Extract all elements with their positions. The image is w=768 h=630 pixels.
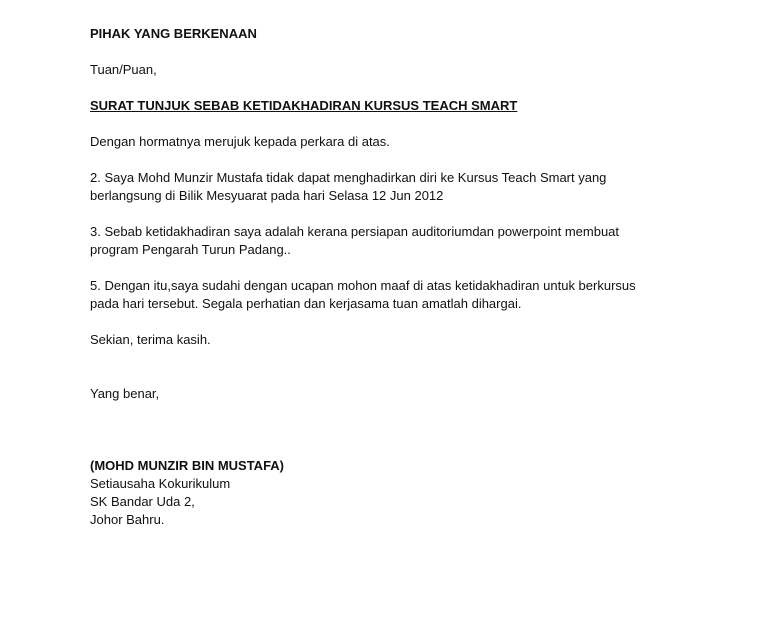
signature-block [90,457,690,529]
paragraph-5-line-1: 5. Dengan itu,saya sudahi dengan ucapan mohon maaf di atas ketidakhadiran untuk berkursus [90,278,636,293]
signatory-name: (MOHD MUNZIR BIN MUSTAFA) [90,458,285,473]
signatory-title: Setiausaha Kokurikulum [90,476,231,491]
opening-paragraph: Dengan hormatnya merujuk kepada perkara di atas. [90,134,390,149]
letter-subject: SURAT TUNJUK SEBAB KETIDAKHADIRAN KURSUS TEACH SMART [90,98,518,113]
signatory-city: Johor Bahru. [90,512,165,527]
paragraph-3-line-2: program Pengarah Turun Padang.. [90,242,291,257]
letter-document [90,25,690,529]
addressee: PIHAK YANG BERKENAAN [90,26,257,41]
paragraph-2 [90,169,690,205]
closing-line: Sekian, terima kasih. [90,332,211,347]
paragraph-3 [90,223,690,259]
paragraph-5 [90,277,690,313]
signatory-school: SK Bandar Uda 2, [90,494,195,509]
regards-line: Yang benar, [90,386,160,401]
paragraph-2-line-2: berlangsung di Bilik Mesyuarat pada hari Selasa 12 Jun 2012 [90,188,444,203]
greeting: Tuan/Puan, [90,62,157,77]
paragraph-3-line-1: 3. Sebab ketidakhadiran saya adalah kerana persiapan auditoriumdan powerpoint membuat [90,224,620,239]
paragraph-5-line-2: pada hari tersebut. Segala perhatian dan kerjasama tuan amatlah dihargai. [90,296,522,311]
paragraph-2-line-1: 2. Saya Mohd Munzir Mustafa tidak dapat menghadirkan diri ke Kursus Teach Smart yang [90,170,607,185]
